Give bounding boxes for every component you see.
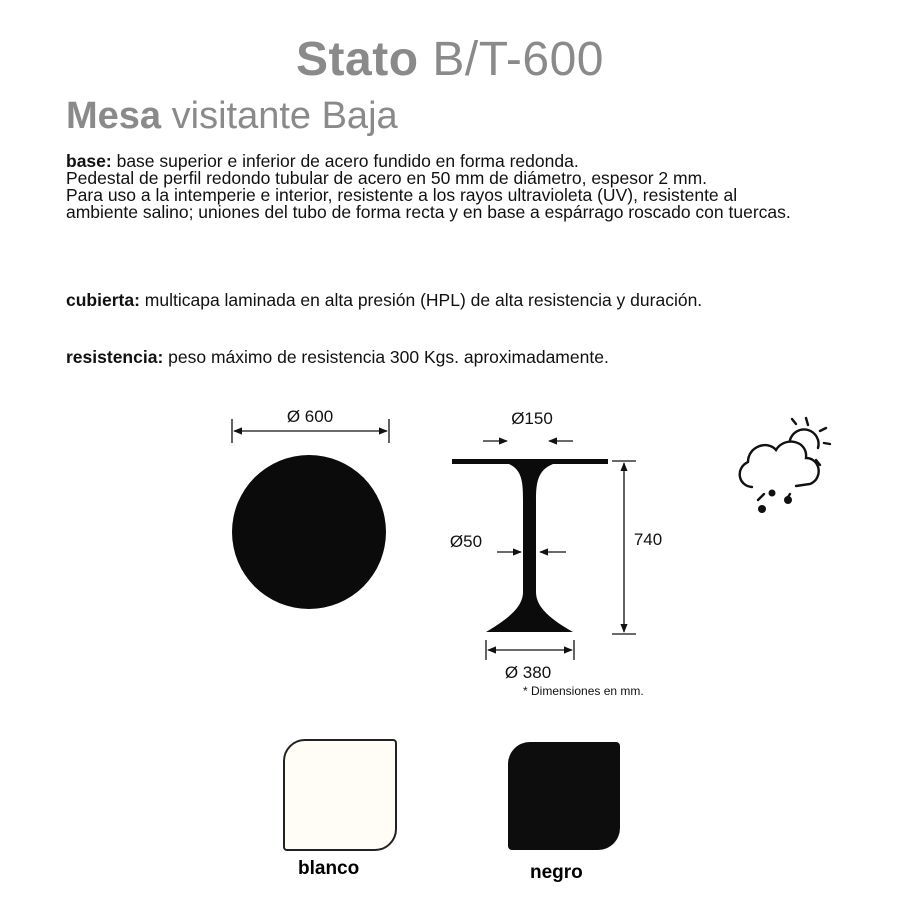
finish-label-white: blanco [298,858,360,879]
dimensions-note: * Dimensiones en mm. [523,684,644,698]
top-diameter-label: Ø 600 [286,407,334,426]
spec-base-line3: Para uso a la intemperie e interior, resistente a los rayos ultravioleta (UV), resistente al ambiente salino; uniones del tubo de forma recta y en base a espárrago roscado con tuercas. [66,185,791,222]
pedestal-silhouette [486,464,573,632]
spec-base-label: base: [66,151,112,171]
height-label: 740 [633,530,663,549]
spec-cubierta-label: cubierta: [66,290,140,310]
product-subtitle-bold: Mesa [66,95,162,137]
product-title-bold: Stato [296,33,419,86]
table-top-view [232,407,389,609]
spec-resistencia-text: peso máximo de resistencia 300 Kgs. aproximadamente. [168,347,609,367]
table-side-view [450,409,662,682]
tabletop-edge [452,459,608,464]
spec-base-line1: base superior e inferior de acero fundido en forma redonda. [116,151,579,171]
weather-sun-cloud-rain-icon [740,418,830,513]
finish-label-black: negro [530,862,583,883]
base-diameter-label: Ø 380 [504,663,552,682]
column-top-label: Ø150 [511,409,553,428]
column-pipe-label: Ø50 [449,532,483,551]
product-subtitle-rest: visitante Baja [171,95,398,137]
product-title-model: B/T-600 [432,33,604,86]
finish-swatch-black[interactable] [508,742,620,850]
spec-base-line2: Pedestal de perfil redondo tubular de acero en 50 mm de diámetro, espesor 2 mm. [66,168,708,188]
tabletop-circle [232,455,386,609]
spec-resistencia-label: resistencia: [66,347,164,367]
spec-cubierta-text: multicapa laminada en alta presión (HPL) de alta resistencia y duración. [144,290,703,310]
finish-swatch-white[interactable] [283,739,397,851]
